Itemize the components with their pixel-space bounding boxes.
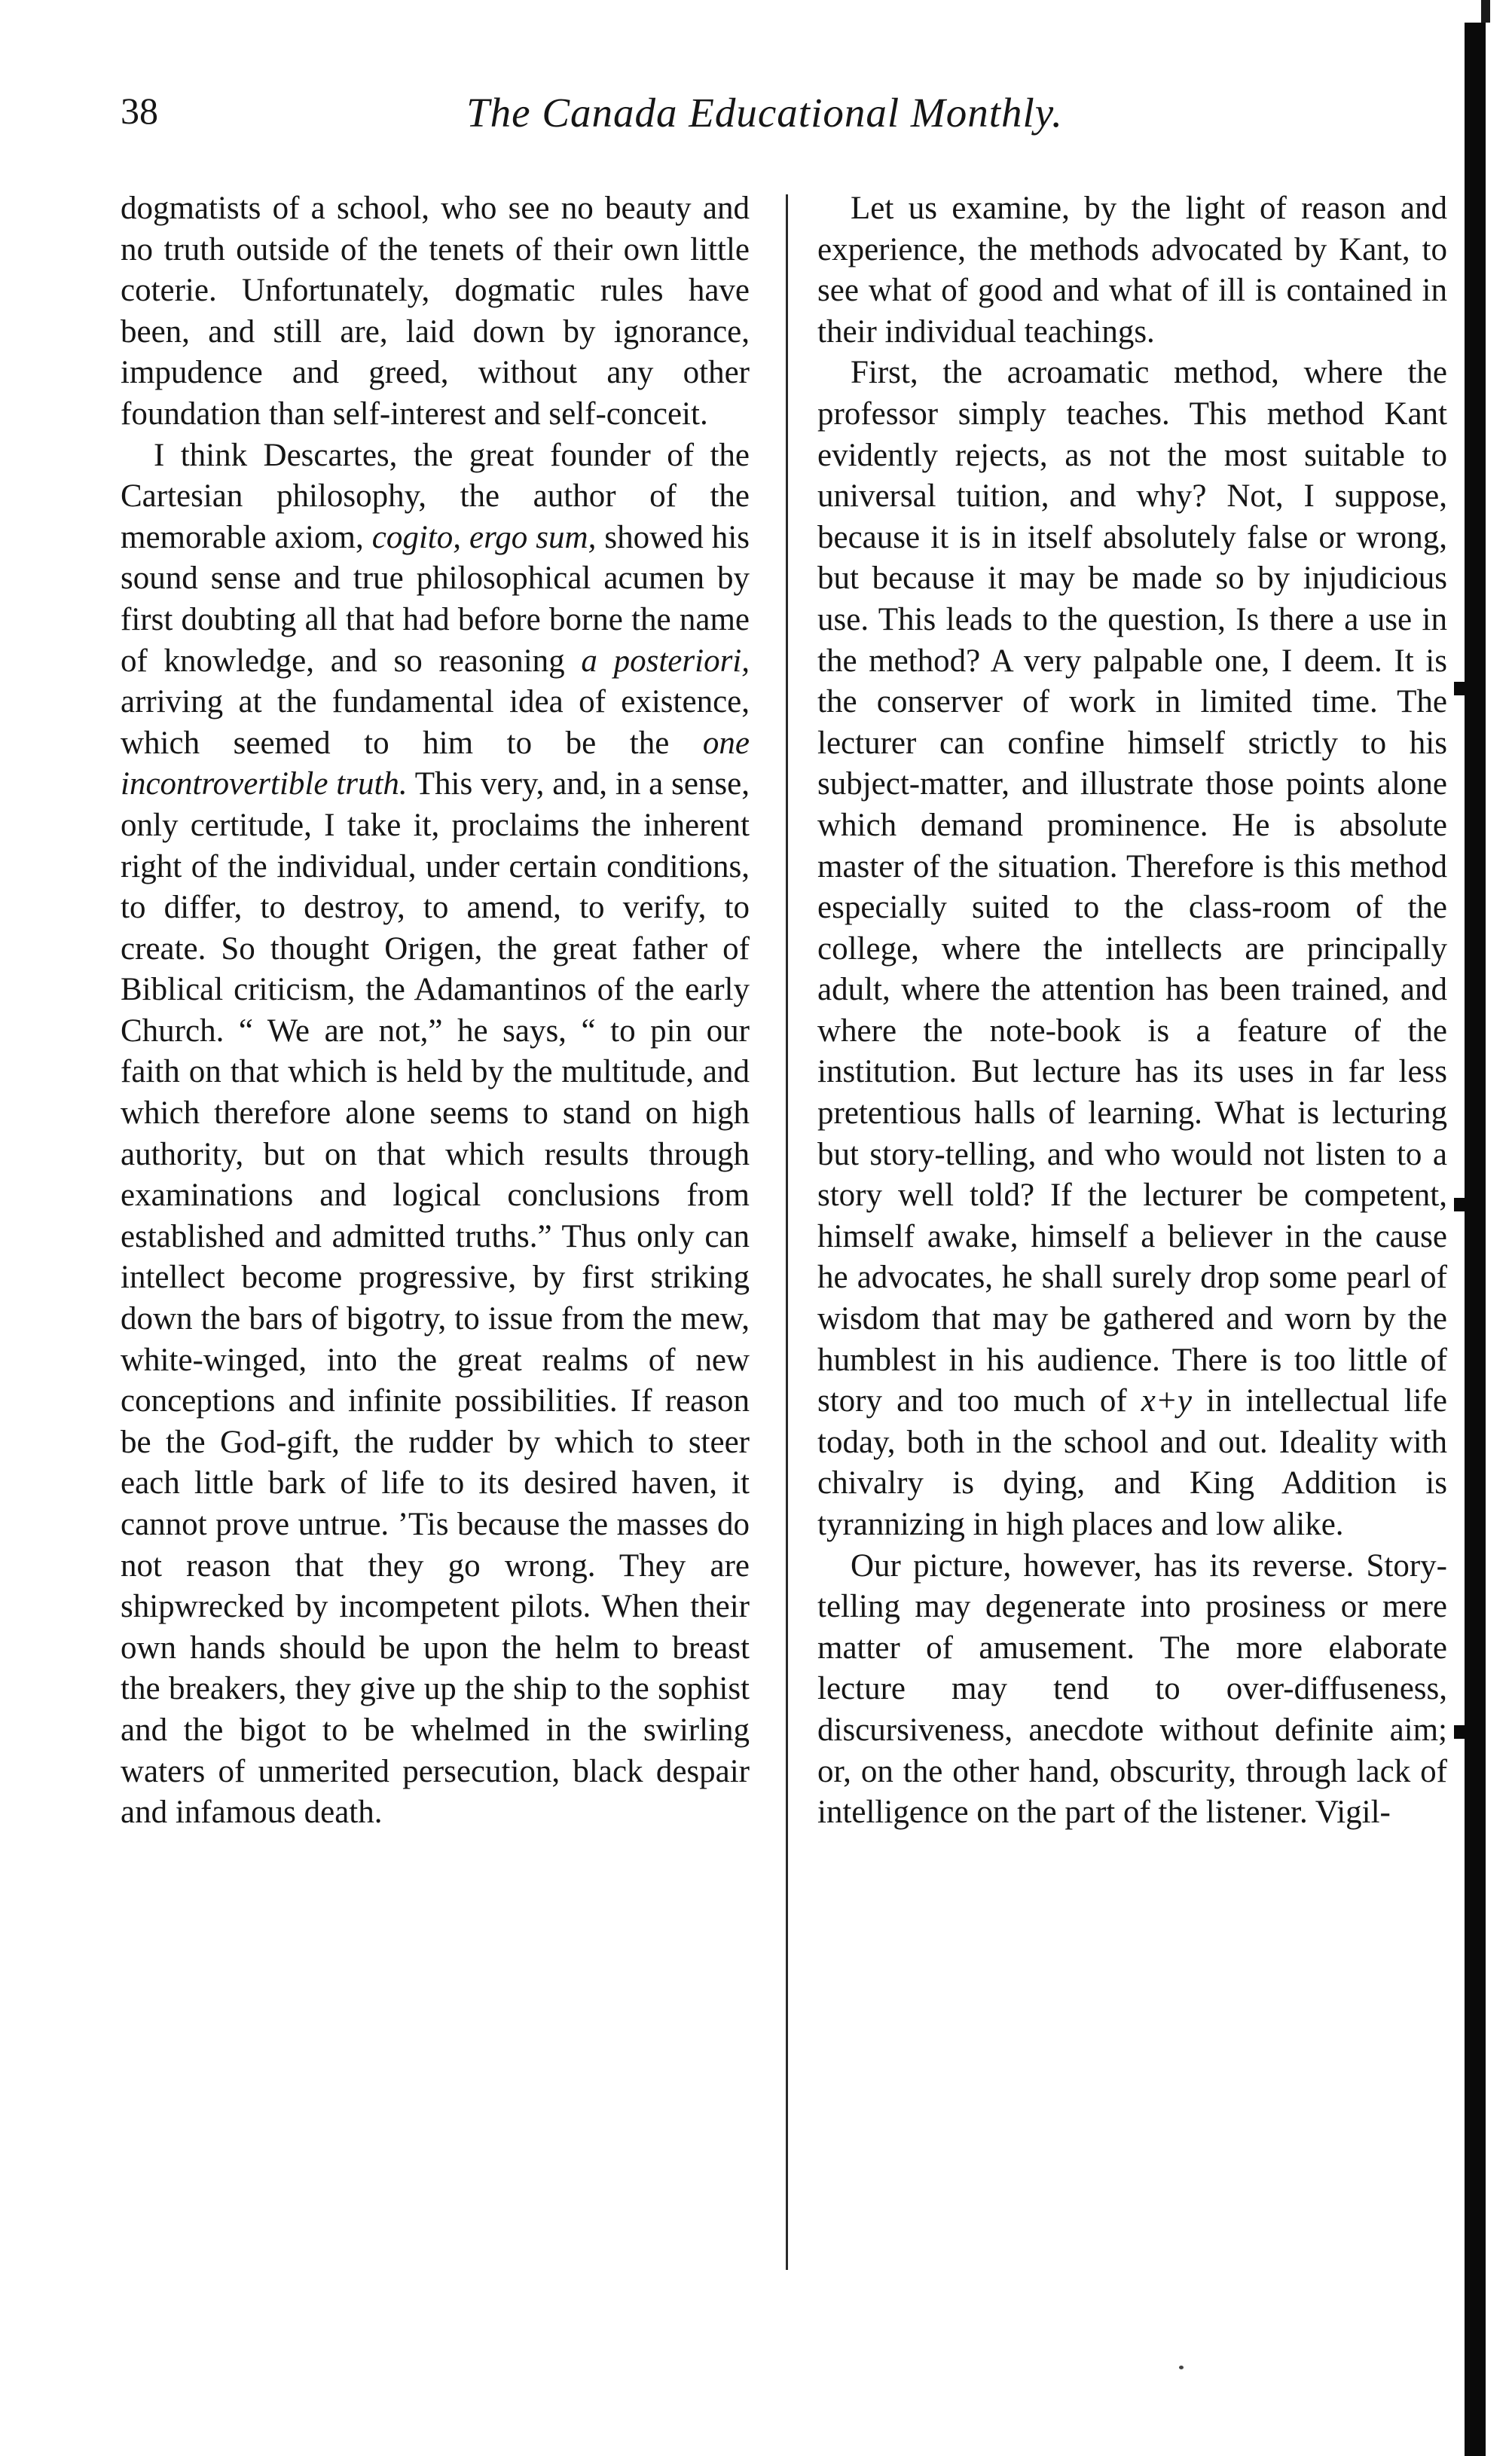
math-expression-x-plus-y: x+y bbox=[1141, 1383, 1192, 1419]
latin-phrase-cogito: cogito, ergo sum, bbox=[371, 519, 597, 555]
running-title: The Canada Educational Monthly. bbox=[466, 90, 1063, 136]
left-p2-text-c: arriving at the fundamental idea of existence, which seemed to him to be the bbox=[121, 684, 750, 761]
left-paragraph-2 bbox=[121, 435, 750, 1834]
right-paragraph-3: Our picture, however, has its reverse. Story-telling may degenerate into prosiness or mere matter of amusement. The more elaborate lecture may tend to over-diffuseness, discursiveness, anecdote without definite aim; or, on the other hand, obscurity, through lack of intelligence on the part of the listener. Vigil- bbox=[817, 1547, 1447, 1831]
latin-phrase-a-posteriori: a posteriori, bbox=[581, 643, 750, 679]
right-paragraph-2 bbox=[817, 353, 1447, 1545]
scan-speck bbox=[1179, 2366, 1184, 2369]
right-column bbox=[817, 188, 1447, 1834]
scan-edge-notch bbox=[1454, 682, 1465, 695]
left-p2-text-a: I think Descartes, the great founder of the Cartesian philosophy, the author of the memorable axiom, bbox=[121, 437, 750, 555]
right-p2-text-a: First, the acroamatic method, where the professor simply teaches. This method Kant evidently rejects, as not the most suitable to universal tuition, and why? Not, I suppose, because it is in itself absolutely false or wrong, but because it may be made so by injudicious use. This leads to the question, Is there a use in the method? A very palpable one, I deem. It is the conserver of work in limited time. The lecturer can confine himself strictly to his subject-matter, and illustrate those points alone which demand prominence. He is absolute master of the situation. Therefore is this method especially suited to the class-room of the college, where the intellects are principally adult, where the attention has been trained, and where the note-book is a feature of the institution. But lecture has its uses in far less pretentious halls of learning. What is lecturing but story-telling, and who would not listen to a story well told? If the lecturer be competent, himself awake, himself a believer in the cause he advocates, he shall surely drop some pearl of wisdom that may be gathered and worn by the humblest in his audience. There is too little of story and too much of bbox=[817, 355, 1447, 1419]
right-p2-text-b: in intellectual life today, both in the school and out. Ideality with chivalry is dying, and King Addition is tyrannizing in high places and low alike. bbox=[817, 1383, 1447, 1542]
scan-edge-shadow bbox=[1465, 23, 1486, 2456]
italic-phrase-one-incontrovertible-truth: one incontrovertible truth. bbox=[121, 725, 750, 802]
column-divider bbox=[786, 194, 788, 2270]
page-header bbox=[113, 89, 1416, 149]
right-paragraph-1: Let us examine, by the light of reason and experience, the methods advocated by Kant, to see what of good and what of ill is contained in their individual teachings. bbox=[817, 191, 1447, 350]
left-column bbox=[121, 188, 750, 1834]
page-number: 38 bbox=[121, 90, 158, 132]
left-p2-text-b: showed his sound sense and true philosophical acumen by first doubting all that had before borne the name of knowledge, and so reasoning bbox=[121, 519, 750, 679]
left-p2-text-d: This very, and, in a sense, only certitude, I take it, proclaims the inherent right of the individual, under certain conditions, to differ, to destroy, to amend, to verify, to create. So thought Origen, the great father of Biblical criticism, the Adamantinos of the early Church. “ We are not,” he says, “ to pin our faith on that which is held by the multitude, and which therefore alone seems to stand on high authority, but on that which results through examinations and logical conclusions from established and admitted truths.” Thus only can intellect become progressive, by first striking down the bars of bigotry, to issue from the mew, white-winged, into the great realms of new conceptions and infinite possibilities. If reason be the God-gift, the rudder by which to steer each little bark of life to its desired haven, it cannot prove untrue. ’Tis because the masses do not reason that they go wrong. They are shipwrecked by incompetent pilots. When their own hands should be upon the helm to breast the breakers, they give up the ship to the sophist and the bigot to be whelmed in the swirling waters of unmerited persecution, black despair and infamous death. bbox=[121, 766, 750, 1831]
scan-edge-mark-top bbox=[1481, 0, 1490, 23]
left-paragraph-1: dogmatists of a school, who see no beauty and no truth outside of the tenets of their own little coterie. Unfortunately, dogmatic rules have been, and still are, laid down by ignorance, impudence and greed, without any other foundation than self-interest and self-conceit. bbox=[121, 191, 750, 432]
scan-edge-notch bbox=[1454, 1725, 1465, 1739]
scan-edge-notch bbox=[1454, 1198, 1465, 1211]
